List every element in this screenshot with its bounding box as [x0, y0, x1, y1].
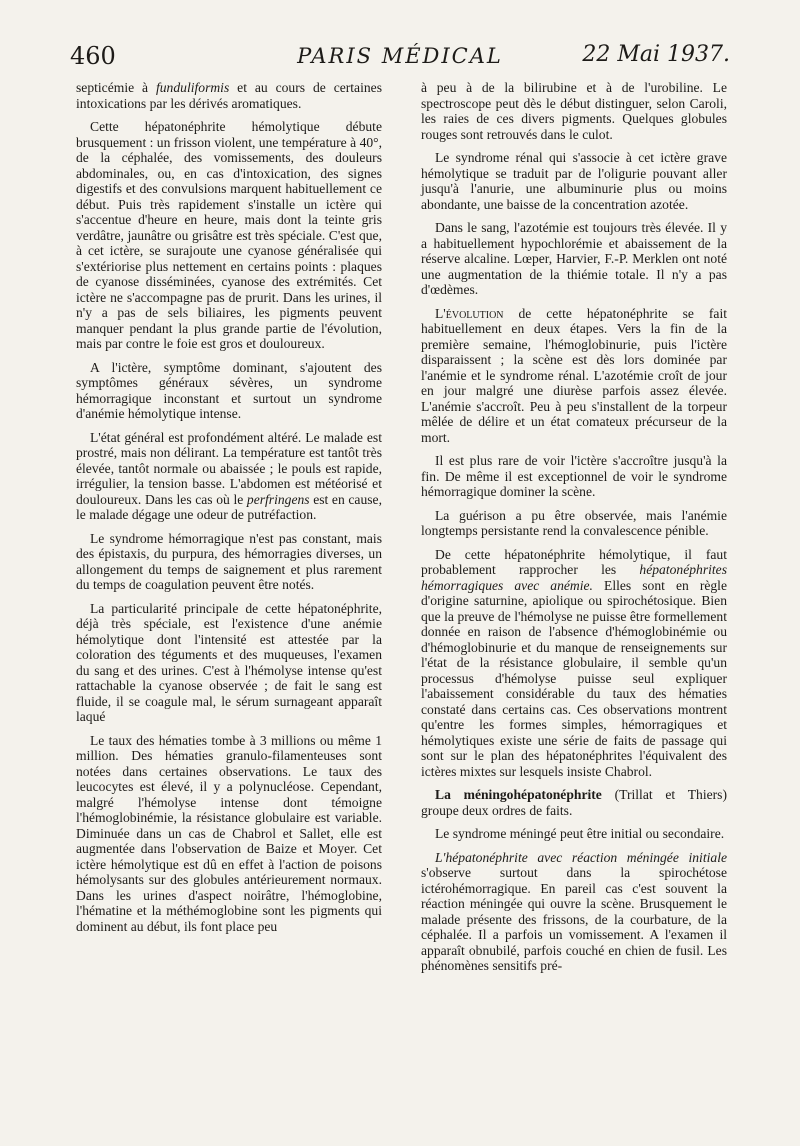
paragraph: L'évolution de cette hépatonéphrite se fait habituellement en deux étapes. Vers la fin de la première semaine, l'hémoglobinurie, puis l'ictère disparaissent ; la scène est dès lors dominée par l'anémie et le syndrome rénal. L'azotémie croît de jour en jour malgré une diurèse parfois assez élevée. L'anémie s'accroît. Peu à peu s'installent de la torpeur mêlée de délire et un état comateux précurseur de la mort. [421, 305, 727, 445]
issue-date: 22 Mai 1937. [582, 42, 730, 67]
running-header [70, 42, 730, 78]
paragraph: Le syndrome hémorragique n'est pas constant, mais des épistaxis, du purpura, des hémorragies diverses, un allongement du temps de saignement et plus rarement du temps de coagulation peuvent être notés. [76, 530, 382, 592]
paragraph: L'hépatonéphrite avec réaction méningée initiale s'observe surtout dans la spirochétose ictérohémorragique. En pareil cas c'est souvent la réaction méningée qui ouvre la scène. Brusquement le malade présente des frissons, de la courbature, de la céphalée. Il a parfois un vomissement. A l'examen il apparaît obnubilé, parfois couché en chien de fusil. Les phénomènes sensitifs pré- [421, 849, 727, 973]
paragraph: De cette hépatonéphrite hémolytique, il faut probablement rapprocher les hépatonéphrites hémorragiques avec anémie. Elles sont en règle d'origine saturnine, apiolique ou spirochétosique. Bien que la preuve de l'hémolyse ne puisse être formellement donnée en raison de l'absence d'hémoglobinémie ou d'hémoglobinurie et du manque de renseignements sur l'état de la résistance globulaire, il semble qu'un processus d'hémolyse puisse seul expliquer l'abaissement considérable du taux des hématies constaté dans certains cas. Ces observations montrent qu'entre les formes simples, hémorragiques et hémolytiques existe une série de faits de passage qui sont sur le plan des hépatonéphrites l'équivalent des ictères mixtes sur lesquels insiste Chabrol. [421, 546, 727, 779]
paragraph: à peu à de la bilirubine et à de l'urobiline. Le spectroscope peut dès le début distinguer, selon Caroli, les raies de ces divers pigments. Quelques globules rouges sont retrouvés dans le culot. [421, 80, 727, 142]
paragraph: Cette hépatonéphrite hémolytique débute brusquement : un frisson violent, une température à 40°, de la céphalée, des vomissements, des douleurs abdominales, ou, en cas d'intoxication, des signes digestifs et des convulsions marquent habituellement ce début. Puis très rapidement s'installe un ictère qui s'accentue d'heure en heure, mais dont la teinte gris verdâtre, jaunâtre ou grisâtre est très spéciale. C'est que, à cet ictère, se surajoute une cyanose généralisée qui s'extériorise plus nettement en certains points : plaques de cyanose disséminées, cyanose des extrémités. Cet ictère ne s'accompagne pas de prurit. Dans les urines, il n'y a pas de sels biliaires, les pigments peuvent manquer pendant la plus grande partie de l'évolution, mais par contre le foie est gros et douloureux. [76, 119, 382, 351]
paragraph: Il est plus rare de voir l'ictère s'accroître jusqu'à la fin. De même il est exceptionnel de voir le syndrome hémorragique dominer la scène. [421, 453, 727, 499]
paragraph: La guérison a pu être observée, mais l'anémie longtemps persistante rend la convalescence pénible. [421, 507, 727, 538]
paragraph: Dans le sang, l'azotémie est toujours très élevée. Il y a habituellement hypochlorémie et abaissement de la réserve alcaline. Lœper, Harvier, F.-P. Merklen ont noté une augmentation de la thiémie totale. Il n'y a pas d'œdèmes. [421, 220, 727, 297]
journal-title: PARIS MÉDICAL [297, 44, 503, 68]
paragraph: La méningohépatonéphrite (Trillat et Thiers) groupe deux ordres de faits. [421, 787, 727, 818]
right-column [421, 80, 727, 982]
page-number: 460 [70, 42, 116, 70]
paragraph: L'état général est profondément altéré. Le malade est prostré, mais non délirant. La température est tantôt très élevée, tantôt normale ou abaissée ; le pouls est rapide, irrégulier, la tension basse. L'abdomen est météorisé et douloureux. Dans les cas où le perfringens est en cause, le malade dégage une odeur de putréfaction. [76, 429, 382, 522]
paragraph: Le syndrome rénal qui s'associe à cet ictère grave hémolytique se traduit par de l'oligurie pouvant aller jusqu'à l'anurie, une albuminurie plus ou moins abondante, une baisse de la concentration azotée. [421, 150, 727, 212]
paragraph: septicémie à funduliformis et au cours de certaines intoxications par les dérivés aromatiques. [76, 80, 382, 111]
left-column [76, 80, 382, 942]
paragraph: A l'ictère, symptôme dominant, s'ajoutent des symptômes généraux sévères, un syndrome hémorragique inconstant et surtout un syndrome d'anémie hémolytique intense. [76, 359, 382, 421]
paragraph: La particularité principale de cette hépatonéphrite, déjà très spéciale, est l'existence d'une anémie hémolytique dont l'intensité est attestée par la coloration des téguments et des muqueuses, l'examen du sang et des urines. C'est à l'hémolyse intense qu'est rattachable la cyanose observée ; de fait le sang est fluide, il se coagule mal, le sérum surnageant apparaît laqué [76, 600, 382, 724]
paragraph: Le taux des hématies tombe à 3 millions ou même 1 million. Des hématies granulo-filamenteuses sont notées dans certaines observations. Le taux des leucocytes est élevé, il y a polynucléose. Cependant, malgré l'hémolyse intense dont témoigne l'hémoglobinémie, la résistance globulaire est variable. Diminuée dans un cas de Chabrol et Sallet, elle est augmentée dans l'observation de Baize et Moyer. Cet ictère hémolytique est dû en effet à l'action de poisons hémolysants sur des globules antérieurement normaux. Dans les urines d'aspect noirâtre, l'hémoglobine, l'hématine et la méthémoglobine sont les pigments qui dominent au début, ils font place peu [76, 732, 382, 934]
paragraph: Le syndrome méningé peut être initial ou secondaire. [435, 826, 725, 841]
